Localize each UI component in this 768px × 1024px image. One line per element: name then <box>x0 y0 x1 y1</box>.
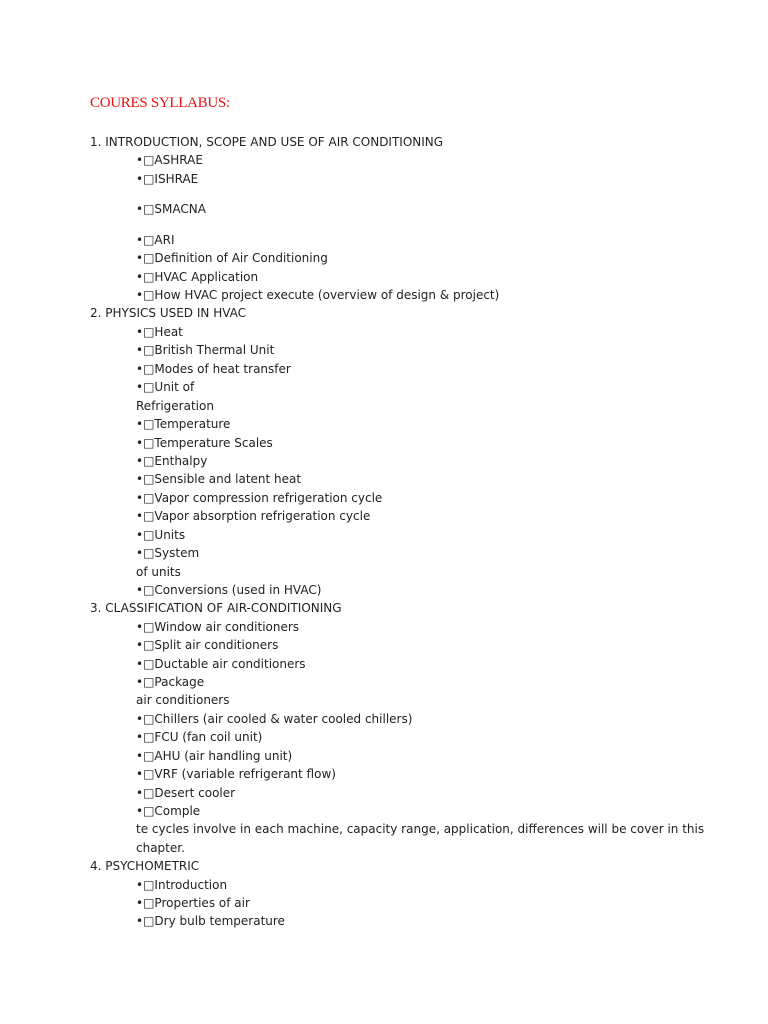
list-item: •□AHU (air handling unit) <box>136 749 293 763</box>
list-item: •□Heat <box>136 325 183 339</box>
list-item: •□Dry bulb temperature <box>136 914 285 928</box>
bullet-icon: •□ <box>136 620 155 634</box>
bullet-icon: •□ <box>136 172 155 186</box>
list-item: •□ARI <box>136 233 175 247</box>
bullet-icon: •□ <box>136 153 155 167</box>
bullet-icon: •□ <box>136 454 155 468</box>
list-item: •□Comple <box>136 804 201 818</box>
bullet-icon: •□ <box>136 712 155 726</box>
bullet-icon: •□ <box>136 233 155 247</box>
list-item: •□Chillers (air cooled & water cooled chillers) <box>136 712 413 726</box>
bullet-icon: •□ <box>136 896 155 910</box>
bullet-icon: •□ <box>136 417 155 431</box>
list-item-continuation: of units <box>136 565 181 579</box>
list-item: •□Temperature <box>136 417 231 431</box>
list-item: •□Vapor compression refrigeration cycle <box>136 491 383 505</box>
bullet-icon: •□ <box>136 528 155 542</box>
list-item-continuation: air conditioners <box>136 693 230 707</box>
section-heading: 3. CLASSIFICATION OF AIR-CONDITIONING <box>90 601 342 615</box>
list-item-continuation: te cycles involve in each machine, capacity range, application, differences will be cover in this <box>136 822 705 836</box>
list-item: •□Package <box>136 675 205 689</box>
bullet-icon: •□ <box>136 546 155 560</box>
bullet-icon: •□ <box>136 749 155 763</box>
section-heading: 4. PSYCHOMETRIC <box>90 859 200 873</box>
bullet-icon: •□ <box>136 583 155 597</box>
bullet-icon: •□ <box>136 491 155 505</box>
list-item: •□Properties of air <box>136 896 250 910</box>
list-item: •□Modes of heat transfer <box>136 362 291 376</box>
bullet-icon: •□ <box>136 362 155 376</box>
list-item-continuation: Refrigeration <box>136 399 214 413</box>
list-item: •□FCU (fan coil unit) <box>136 730 263 744</box>
list-item: •□Split air conditioners <box>136 638 279 652</box>
list-item: •□Conversions (used in HVAC) <box>136 583 322 597</box>
bullet-icon: •□ <box>136 343 155 357</box>
list-item: •□Enthalpy <box>136 454 208 468</box>
list-item: •□SMACNA <box>136 202 206 216</box>
list-item: •□Temperature Scales <box>136 436 273 450</box>
list-item: •□System <box>136 546 200 560</box>
bullet-icon: •□ <box>136 730 155 744</box>
bullet-icon: •□ <box>136 251 155 265</box>
bullet-icon: •□ <box>136 786 155 800</box>
bullet-icon: •□ <box>136 767 155 781</box>
section-heading: 2. PHYSICS USED IN HVAC <box>90 306 247 320</box>
bullet-icon: •□ <box>136 436 155 450</box>
list-item: •□Unit of <box>136 380 195 394</box>
bullet-icon: •□ <box>136 202 155 216</box>
list-item: •□British Thermal Unit <box>136 343 275 357</box>
page-title: COURES SYLLABUS: <box>90 95 230 111</box>
list-item: •□HVAC Application <box>136 270 259 284</box>
bullet-icon: •□ <box>136 380 155 394</box>
list-item: •□Units <box>136 528 186 542</box>
bullet-icon: •□ <box>136 288 155 302</box>
list-item: •□Ductable air conditioners <box>136 657 306 671</box>
bullet-icon: •□ <box>136 878 155 892</box>
section-heading: 1. INTRODUCTION, SCOPE AND USE OF AIR CONDITIONING <box>90 135 444 149</box>
bullet-icon: •□ <box>136 914 155 928</box>
list-item: •□VRF (variable refrigerant flow) <box>136 767 336 781</box>
bullet-icon: •□ <box>136 325 155 339</box>
list-item: •□Desert cooler <box>136 786 236 800</box>
list-item: •□Introduction <box>136 878 228 892</box>
bullet-icon: •□ <box>136 638 155 652</box>
bullet-icon: •□ <box>136 675 155 689</box>
bullet-icon: •□ <box>136 804 155 818</box>
list-item: •□Sensible and latent heat <box>136 472 302 486</box>
bullet-icon: •□ <box>136 657 155 671</box>
list-item-continuation: chapter. <box>136 841 185 855</box>
bullet-icon: •□ <box>136 472 155 486</box>
list-item: •□Definition of Air Conditioning <box>136 251 328 265</box>
list-item: •□How HVAC project execute (overview of design & project) <box>136 288 500 302</box>
bullet-icon: •□ <box>136 270 155 284</box>
bullet-icon: •□ <box>136 509 155 523</box>
list-item: •□Window air conditioners <box>136 620 300 634</box>
list-item: •□ISHRAE <box>136 172 199 186</box>
list-item: •□ASHRAE <box>136 153 203 167</box>
list-item: •□Vapor absorption refrigeration cycle <box>136 509 371 523</box>
